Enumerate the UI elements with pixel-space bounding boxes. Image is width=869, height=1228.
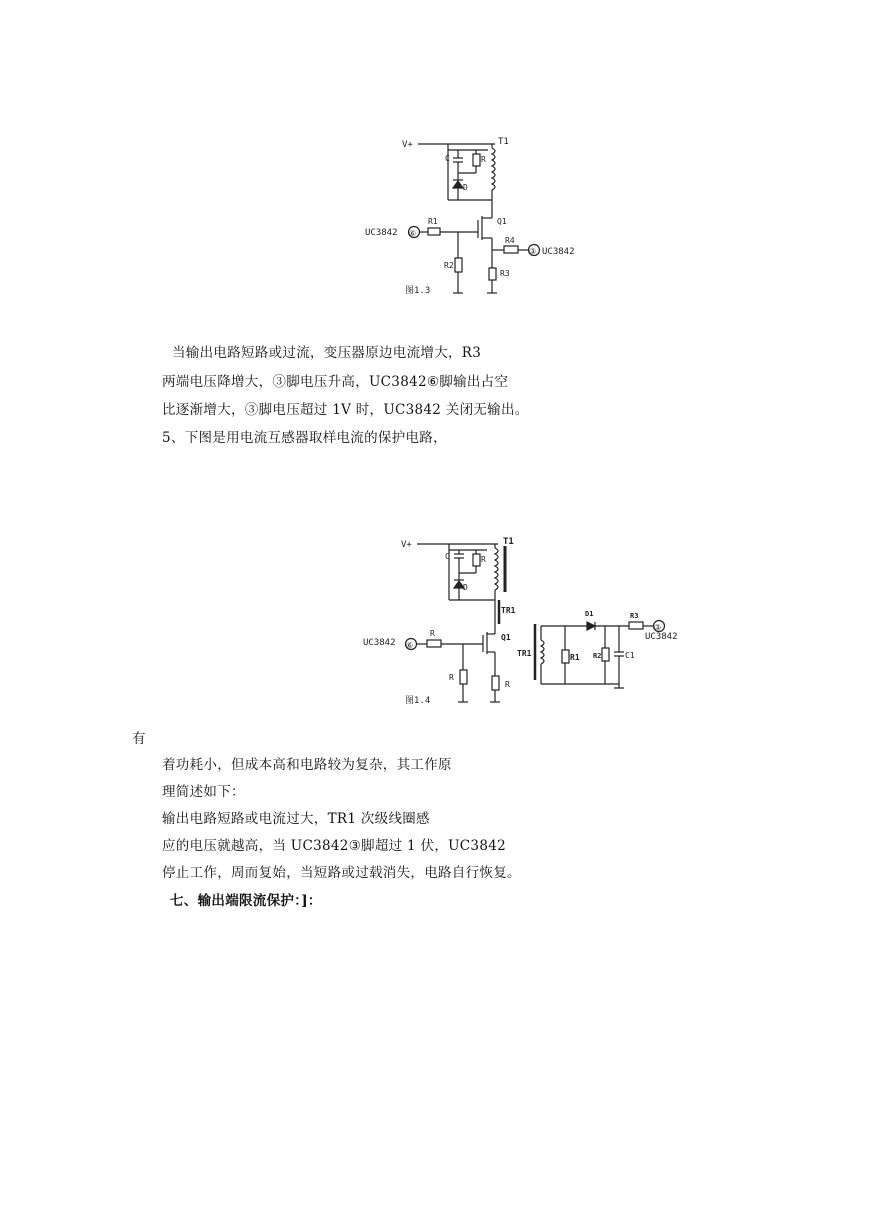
label-r2: R2: [593, 652, 602, 660]
label-r-src: R: [505, 680, 510, 689]
paragraph1-line3: 比逐渐增大，③脚电压超过 1V 时，UC3842 关闭无输出。: [162, 402, 529, 418]
label-r1: R1: [570, 653, 580, 662]
label-pin-right: ③: [654, 623, 662, 632]
label-t1: T1: [498, 137, 509, 147]
circuit-figure-1-4: [355, 528, 695, 712]
paragraph2-line4: 应的电压就越高，当 UC3842③脚超过 1 伏，UC3842: [162, 838, 506, 854]
label-r3: R3: [630, 612, 639, 620]
label-pin-left: ⑥: [409, 229, 417, 238]
figure-caption-1-3: 图1.3: [405, 286, 431, 296]
label-d1: D1: [585, 610, 594, 618]
label-tr1-side: TR1: [517, 649, 532, 658]
paragraph2-line1: 着功耗小，但成本高和电路较为复杂，其工作原: [162, 757, 452, 773]
circuit-figure-1-3: [360, 128, 600, 304]
label-r-gate: R: [449, 673, 454, 682]
paragraph1-line1: 当输出电路短路或过流，变压器原边电流增大，R3: [172, 345, 482, 361]
label-r-in: R: [430, 629, 435, 638]
paragraph1-line2: 两端电压降增大，③脚电压升高，UC3842⑥脚输出占空: [162, 374, 509, 390]
label-q1: Q1: [501, 633, 511, 642]
label-r: R: [481, 555, 486, 564]
label-vplus: V+: [401, 540, 412, 550]
label-uc-left: UC3842: [365, 228, 398, 238]
paragraph2-line3: 输出电路短路或电流过大，TR1 次级线圈感: [162, 811, 430, 827]
label-pin-left: ⑥: [406, 641, 414, 650]
label-d: D: [463, 183, 468, 192]
label-uc-left: UC3842: [363, 638, 396, 648]
section-heading: 七、输出端限流保护：]：: [170, 893, 322, 909]
label-vplus: V+: [402, 140, 413, 150]
paragraph2-line2: 理简述如下：: [162, 784, 245, 800]
label-c1: C1: [625, 651, 635, 660]
label-r: R: [481, 155, 486, 164]
label-t1: T1: [503, 537, 514, 547]
label-uc-right: UC3842: [645, 632, 678, 642]
paragraph2-lead: 有: [132, 731, 146, 747]
label-q1: Q1: [497, 217, 507, 226]
figure-caption-1-4: 图1.4: [405, 696, 431, 706]
label-tr1-top: TR1: [501, 606, 516, 615]
label-d: D: [463, 583, 468, 592]
label-r2: R2: [444, 261, 454, 270]
paragraph1-line4: 5、下图是用电流互感器取样电流的保护电路，: [162, 430, 447, 446]
label-c: C: [445, 154, 450, 163]
label-r4: R4: [505, 236, 515, 245]
paragraph2-line5: 停止工作，周而复始，当短路或过载消失，电路自行恢复。: [162, 865, 521, 881]
label-uc-right: UC3842: [542, 247, 575, 257]
label-r3: R3: [500, 269, 510, 278]
label-c: C: [445, 552, 450, 561]
label-r1: R1: [428, 217, 438, 226]
label-pin-right: ③: [529, 247, 537, 256]
